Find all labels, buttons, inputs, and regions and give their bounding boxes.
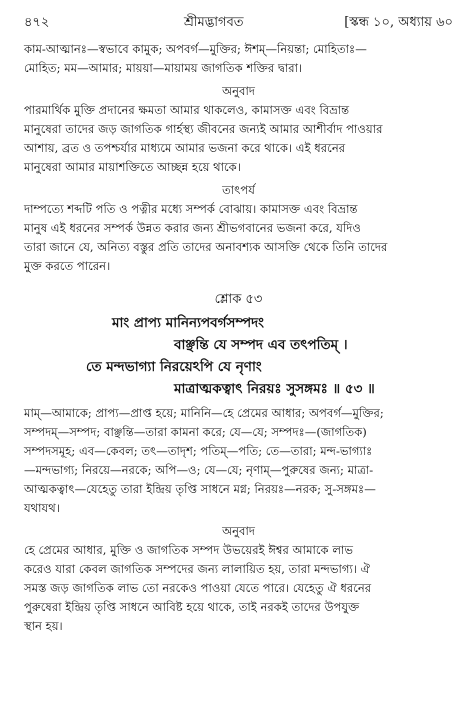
verse-line: মাত্রাত্মকত্বাৎ নিরয়ঃ সুসঙ্গমঃ ॥ ৫৩ ॥	[174, 381, 375, 397]
synonyms-line: যথাযথ।	[24, 501, 60, 515]
verse-line: বাঞ্ছন্তি যে সম্পদ এব তৎপতিম্ ।	[174, 337, 348, 353]
purport-heading: তাৎপর্য	[222, 183, 255, 197]
translation-line: করেও যারা কেবল জাগতিক সম্পদের জন্য লালায়িত হয়, তারা মন্দভাগ্য। ঐ	[24, 562, 370, 576]
translation-line: মানুষেরা তাদের জড় জাগতিক গার্হস্থ্য জীবনের জন্যই আমার আশীর্বাদ পাওয়ার	[24, 122, 383, 136]
synonyms-line: আত্মকত্বাৎ—যেহেতু তারা ইন্দ্রিয় তৃপ্তি সাধনে মগ্ন; নিরয়ঃ—নরক; সু-সঙ্গমঃ—	[24, 482, 376, 496]
synonyms-verse	[24, 404, 453, 518]
page-header	[24, 14, 453, 36]
page-number: ৪৭২	[24, 15, 50, 30]
synonyms-line: সম্পদম্—সম্পদ; বাঞ্ছন্তি—তারা কামনা করে; যে—যে; সম্পদঃ—(জাগতিক)	[24, 425, 367, 439]
translation-line: মানুষেরা আমার মায়াশক্তিতে আচ্ছন্ন হয়ে থাকে।	[24, 160, 241, 174]
verse-line: মাং প্রাপ্য মানিন্যপবর্গসম্পদং	[112, 315, 264, 331]
purport-line: মুক্ত করতে পারেন।	[24, 259, 111, 273]
purport-paragraph	[24, 200, 453, 276]
purport-line: মানুষ এই ধরনের সম্পর্ক উন্নত করার জন্য শ্রীভগবানের ভজনা করে, যদিও	[24, 221, 361, 235]
translation-line: পারমার্থিক মুক্তি প্রদানের ক্ষমতা আমার থাকলেও, কামাসক্ত এবং বিভ্রান্ত	[24, 103, 350, 117]
verse-line: তে মন্দভাগ্যা নিরয়েঽপি যে নৃণাং	[86, 359, 262, 375]
synonyms-line: কাম-আত্মানঃ—স্বভাবে কামুক; অপবর্গ—মুক্তির; ঈশম্—নিয়ন্তা; মোহিতাঃ—	[24, 42, 367, 56]
verse-heading: শ্লোক ৫৩	[214, 292, 263, 307]
translation-heading: অনুবাদ	[222, 524, 255, 538]
synonyms-top	[24, 40, 453, 78]
synonyms-line: —মন্দভাগ্য; নিরয়ে—নরকে; অপি—ও; যে—যে; নৃণাম্—পুরুষের জন্য; মাত্রা-	[24, 463, 374, 477]
synonyms-line: মোহিত; মম—আমার; মায়য়া—মায়াময় জাগতিক শক্তির দ্বারা।	[24, 61, 303, 75]
chapter-reference: [স্কন্ধ ১০, অধ্যায় ৬০	[344, 15, 453, 30]
translation-line: স্থান হয়।	[24, 619, 63, 633]
synonyms-line: মাম্—আমাকে; প্রাপ্য—প্রাপ্ত হয়ে; মানিনি—হে প্রেমের আধার; অপবর্গ—মুক্তির;	[24, 406, 384, 420]
purport-line: তারা জানে যে, অনিত্য বস্তুর প্রতি তাদের অনাবশ্যক আসক্তি থেকে তিনি তাদের	[24, 240, 388, 254]
translation-line: আশায়, ব্রত ও তপশ্চর্যার মাধ্যমে আমার ভজনা করে থাকে। এই ধরনের	[24, 141, 346, 155]
translation-paragraph	[24, 541, 453, 636]
book-title: শ্রীমদ্ভাগবত	[183, 15, 244, 30]
translation-heading: অনুবাদ	[222, 84, 255, 98]
verse-block	[24, 312, 453, 400]
translation-paragraph	[24, 101, 453, 177]
translation-line: পুরুষেরা ইন্দ্রিয় তৃপ্তি সাধনে আবিষ্ট হয়ে থাকে, তাই নরকই তাদের উপযুক্ত	[24, 600, 360, 614]
synonyms-line: সম্পদসমূহ; এব—কেবল; তৎ—তাদৃশ; পতিম্—পতি; তে—তারা; মন্দ-ভাগ্যাঃ	[24, 444, 373, 458]
purport-line: দাম্পত্যে শব্দটি পতি ও পত্নীর মধ্যে সম্পর্ক বোঝায়। কামাসক্ত এবং বিভ্রান্ত	[24, 202, 358, 216]
translation-line: সমস্ত জড় জাগতিক লাভ তো নরকেও পাওয়া যেতে পারে। যেহেতু ঐ ধরনের	[24, 581, 372, 595]
translation-line: হে প্রেমের আধার, মুক্তি ও জাগতিক সম্পদ উভয়েরই ঈশ্বর আমাকে লাভ	[24, 543, 353, 557]
